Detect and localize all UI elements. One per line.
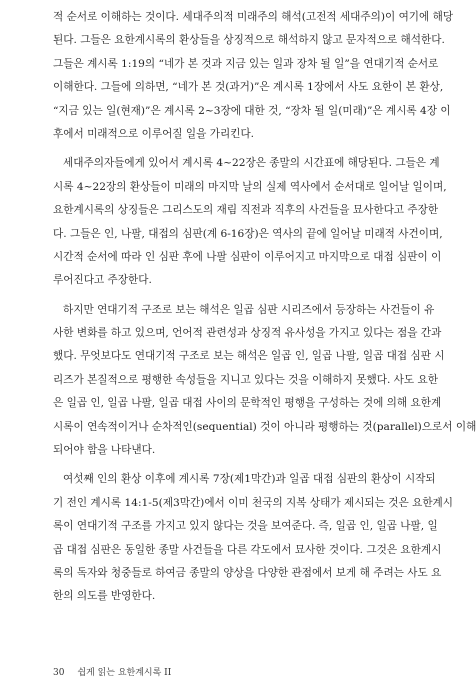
text-line: 요한계시록의 상징들은 그리스도의 재림 직전과 직후의 사건들을 묘사한다고 주장한 — [53, 204, 439, 217]
text-line: 이해한다. 그들에 의하면, “네가 본 것(과거)”은 계시록 1장에서 사도 요한이 본 환상, — [53, 81, 444, 94]
text-line: 리즈가 본질적으로 평행한 속성들을 지니고 있다는 것을 이해하지 못했다. 사도 요한 — [53, 373, 438, 386]
text-line: 사한 변화를 하고 있으며, 언어적 관련성과 상징적 유사성을 가지고 있다는 점을 간과 — [53, 327, 442, 340]
text-line: 기 전인 계시록 14:1-5(제3막간)에서 이미 천국의 지복 상태가 제시되는 것은 요한계시 — [53, 496, 454, 509]
text-line: 그들은 계시록 1:19의 “네가 본 것과 지금 있는 일과 장차 될 일”을 연대기적 순서로 — [53, 57, 439, 70]
page-footer — [53, 665, 171, 678]
text-line: 시록 4~22장의 환상들이 미래의 마지막 날의 실제 역사에서 순서대로 일어날 일이며, — [53, 180, 447, 193]
text-line: 된다. 그들은 요한계시록의 환상들을 상징적으로 해석하지 않고 문자적으로 해석한다. — [53, 34, 445, 47]
book-title: 쉽게 읽는 요한계시록 II — [77, 668, 172, 678]
text-line: 록이 연대기적 구조를 가지고 있지 않다는 것을 보여준다. 즉, 일곱 인, 일곱 나팔, 일 — [53, 520, 438, 533]
text-line: 했다. 무엇보다도 연대기적 구조로 보는 해석은 일곱 인, 일곱 나팔, 일곱 대접 심판 시 — [53, 350, 445, 363]
text-line: 한의 의도를 반영한다. — [53, 590, 156, 603]
text-line: 적 순서로 이해하는 것이다. 세대주의적 미래주의 해석(고전적 세대주의)이 여기에 해당 — [53, 11, 454, 23]
text-line: 시간적 순서에 따라 인 심판 후에 나팔 심판이 이루어지고 마지막으로 대접 심판이 이 — [53, 250, 442, 263]
text-line: 곱 대접 심판은 동일한 종말 사건들을 다른 각도에서 묘사한 것이다. 그것은 요한계시 — [53, 543, 442, 556]
paragraph-2 — [53, 152, 447, 292]
paragraph-3 — [53, 299, 476, 463]
text-line: 시록이 연속적이거나 순차적인(sequential) 것이 아니라 평행하는 것(parallel)으로서 이해 — [53, 420, 476, 433]
text-line: 다. 그들은 인, 나팔, 대접의 심판(계 6-16장)은 역사의 끝에 일어날 미래적 사건이며, — [53, 227, 443, 240]
text-line: 후에서 미래적으로 이루어질 일을 가리킨다. — [53, 127, 255, 140]
paragraph-1 — [53, 6, 454, 146]
text-line: 록의 독자와 청중들로 하여금 종말의 양상을 다양한 관점에서 보게 해 주려는 사도 요 — [53, 566, 442, 579]
page-number: 30 — [53, 668, 65, 678]
paragraph-4 — [53, 468, 454, 608]
text-line: 세대주의자들에게 있어서 계시록 4~22장은 종말의 시간표에 해당된다. 그들은 계 — [63, 157, 440, 170]
text-line: 하지만 연대기적 구조로 보는 해석은 일곱 심판 시리즈에서 등장하는 사건들이 유 — [63, 303, 435, 316]
text-line: 여섯째 인의 환상 이후에 계시록 7장(제1막간)과 일곱 대접 심판의 환상이 시작되 — [63, 473, 436, 486]
text-line: “지금 있는 일(현재)”은 계시록 2~3장에 대한 것, “장차 될 일(미래)”은 계시록 4장 이 — [53, 104, 451, 117]
text-line: 루어진다고 주장한다. — [53, 274, 152, 287]
body-text — [53, 6, 476, 609]
text-line: 은 일곱 인, 일곱 나팔, 일곱 대접 사이의 문학적인 평행을 구성하는 것에 의해 요한계 — [53, 397, 442, 410]
text-line: 되어야 함을 나타낸다. — [53, 444, 156, 457]
